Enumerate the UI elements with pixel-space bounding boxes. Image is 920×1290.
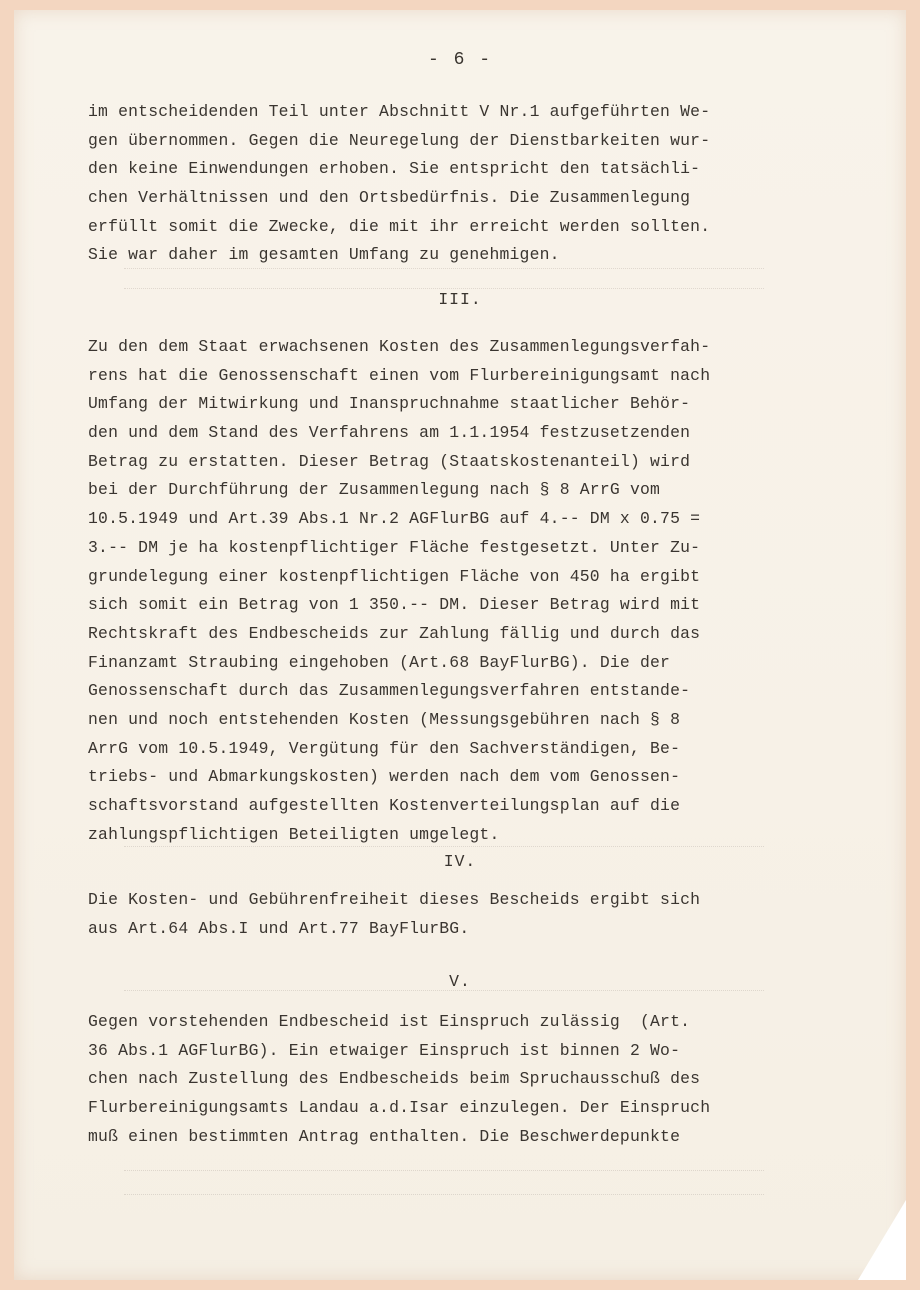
text-line: gen übernommen. Gegen die Neuregelung der Dienstbarkeiten wur- — [88, 130, 711, 150]
text-line: Finanzamt Straubing eingehoben (Art.68 BayFlurBG). Die der — [88, 652, 671, 672]
page-corner-fold — [858, 1200, 906, 1280]
section-v-body — [88, 1008, 828, 1151]
text-line: ArrG vom 10.5.1949, Vergütung für den Sachverständigen, Be- — [88, 738, 681, 758]
text-line: Zu den dem Staat erwachsenen Kosten des Zusammenlegungsverfah- — [88, 337, 711, 356]
text-line: Die Kosten- und Gebührenfreiheit dieses Bescheids ergibt sich — [88, 890, 701, 909]
section-iii-body — [88, 333, 828, 849]
text-line: Genossenschaft durch das Zusammenlegungsverfahren entstande- — [88, 681, 691, 701]
show-through-line — [124, 846, 764, 848]
section-heading-iii: III. — [438, 290, 482, 309]
text-line: zahlungspflichtigen Beteiligten umgelegt. — [88, 824, 500, 844]
text-line: Rechtskraft des Endbescheids zur Zahlung fällig und durch das — [88, 623, 701, 643]
section-iv-body — [88, 886, 828, 943]
text-line: 3.-- DM je ha kostenpflichtiger Fläche festgesetzt. Unter Zu- — [88, 537, 701, 557]
text-line: den und dem Stand des Verfahrens am 1.1.1954 festzusetzenden — [88, 423, 691, 443]
text-line: aus Art.64 Abs.I und Art.77 BayFlurBG. — [88, 918, 470, 938]
show-through-line — [124, 268, 764, 270]
document-page — [14, 10, 906, 1280]
text-line: rens hat die Genossenschaft einen vom Flurbereinigungsamt nach — [88, 365, 711, 385]
show-through-line — [124, 1194, 764, 1196]
text-line: den keine Einwendungen erhoben. Sie entspricht den tatsächli- — [88, 159, 701, 179]
text-line: chen nach Zustellung des Endbescheids beim Spruchausschuß des — [88, 1069, 701, 1089]
text-line: Sie war daher im gesamten Umfang zu genehmigen. — [88, 245, 560, 265]
paragraph-intro — [88, 98, 828, 270]
show-through-line — [124, 1170, 764, 1172]
text-line: schaftsvorstand aufgestellten Kostenverteilungsplan auf die — [88, 796, 681, 815]
text-line: muß einen bestimmten Antrag enthalten. Die Beschwerdepunkte — [88, 1126, 681, 1146]
text-line: 10.5.1949 und Art.39 Abs.1 Nr.2 AGFlurBG auf 4.-- DM x 0.75 = — [88, 509, 701, 529]
text-line: chen Verhältnissen und den Ortsbedürfnis. Die Zusammenlegung — [88, 188, 691, 208]
text-line: grundelegung einer kostenpflichtigen Fläche von 450 ha ergibt — [88, 566, 701, 586]
section-heading-v: V. — [449, 972, 471, 991]
text-line: im entscheidenden Teil unter Abschnitt V Nr.1 aufgeführten We- — [88, 102, 711, 121]
section-heading-iv: IV. — [443, 852, 477, 871]
text-line: bei der Durchführung der Zusammenlegung nach § 8 ArrG vom — [88, 480, 661, 500]
text-line: Gegen vorstehenden Endbescheid ist Einspruch zulässig (Art. — [88, 1012, 691, 1031]
text-line: nen und noch entstehenden Kosten (Messungsgebühren nach § 8 — [88, 709, 681, 729]
text-line: Flurbereinigungsamts Landau a.d.Isar einzulegen. Der Einspruch — [88, 1098, 711, 1118]
text-line: erfüllt somit die Zwecke, die mit ihr erreicht werden sollten. — [88, 216, 711, 236]
text-line: 36 Abs.1 AGFlurBG). Ein etwaiger Einspruch ist binnen 2 Wo- — [88, 1040, 681, 1060]
text-line: Betrag zu erstatten. Dieser Betrag (Staatskostenanteil) wird — [88, 451, 691, 471]
text-line: triebs- und Abmarkungskosten) werden nach dem vom Genossen- — [88, 767, 681, 787]
text-line: Umfang der Mitwirkung und Inanspruchnahme staatlicher Behör- — [88, 394, 691, 414]
text-line: sich somit ein Betrag von 1 350.-- DM. Dieser Betrag wird mit — [88, 595, 701, 615]
page-number: - 6 - — [427, 50, 492, 70]
